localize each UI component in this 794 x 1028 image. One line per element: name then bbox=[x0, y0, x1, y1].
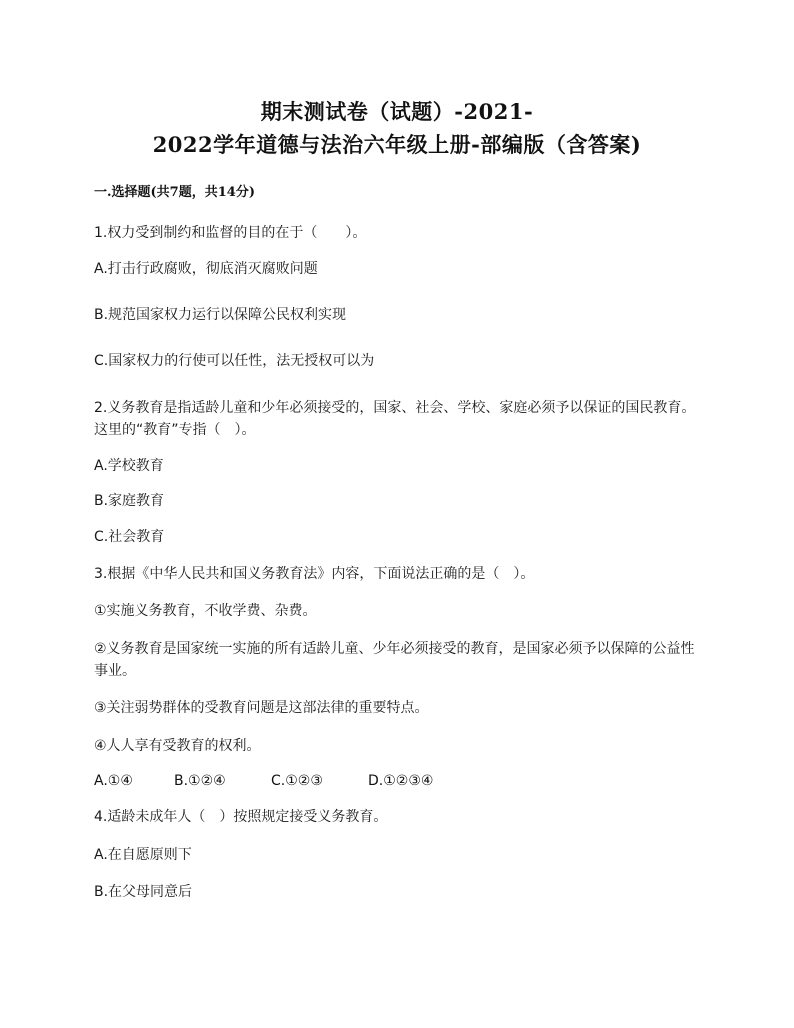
question-3-statement-4: ④人人享有受教育的权利。 bbox=[94, 738, 261, 754]
question-4-option-a: A.在自愿原则下 bbox=[94, 847, 192, 863]
question-2-stem: 2.义务教育是指适龄儿童和少年必须接受的，国家、社会、学校、家庭必须予以保证的国民教育。这里的“教育”专指（ ）。 bbox=[94, 400, 696, 438]
exam-title-line1: 期末测试卷（试题）-2021- bbox=[260, 99, 534, 124]
question-3-options bbox=[94, 773, 433, 789]
question-3-statement-1: ①实施义务教育，不收学费、杂费。 bbox=[94, 603, 317, 619]
question-2-option-a: A.学校教育 bbox=[94, 458, 164, 474]
question-3-option-c: C.①②③ bbox=[271, 773, 323, 789]
question-3-option-a: A.①④ bbox=[94, 773, 133, 789]
question-3-option-b: B.①②④ bbox=[174, 773, 226, 789]
question-4-stem: 4.适龄未成年人（ ）按照规定接受义务教育。 bbox=[94, 809, 388, 825]
question-1-option-b: B.规范国家权力运行以保障公民权利实现 bbox=[94, 307, 347, 323]
question-3-statement-3: ③关注弱势群体的受教育问题是这部法律的重要特点。 bbox=[94, 700, 429, 716]
question-2-option-c: C.社会教育 bbox=[94, 529, 165, 545]
question-3-stem: 3.根据《中华人民共和国义务教育法》内容，下面说法正确的是（ ）。 bbox=[94, 566, 535, 582]
question-1-option-a: A.打击行政腐败，彻底消灭腐败问题 bbox=[94, 261, 318, 277]
question-4-option-b: B.在父母同意后 bbox=[94, 884, 193, 900]
question-1-option-c: C.国家权力的行使可以任性，法无授权可以为 bbox=[94, 353, 375, 369]
question-3-statement-2: ②义务教育是国家统一实施的所有适龄儿童、少年必须接受的教育，是国家必须予以保障的公益性事业。 bbox=[94, 641, 695, 679]
question-1-stem: 1.权力受到制约和监督的目的在于（ ）。 bbox=[94, 225, 367, 241]
question-3-option-d: D.①②③④ bbox=[368, 773, 434, 789]
exam-title-line2: 2022学年道德与法治六年级上册-部编版（含答案) bbox=[152, 132, 642, 157]
section-heading: 一.选择题(共7题，共14分) bbox=[94, 185, 255, 200]
question-2-option-b: B.家庭教育 bbox=[94, 493, 165, 509]
